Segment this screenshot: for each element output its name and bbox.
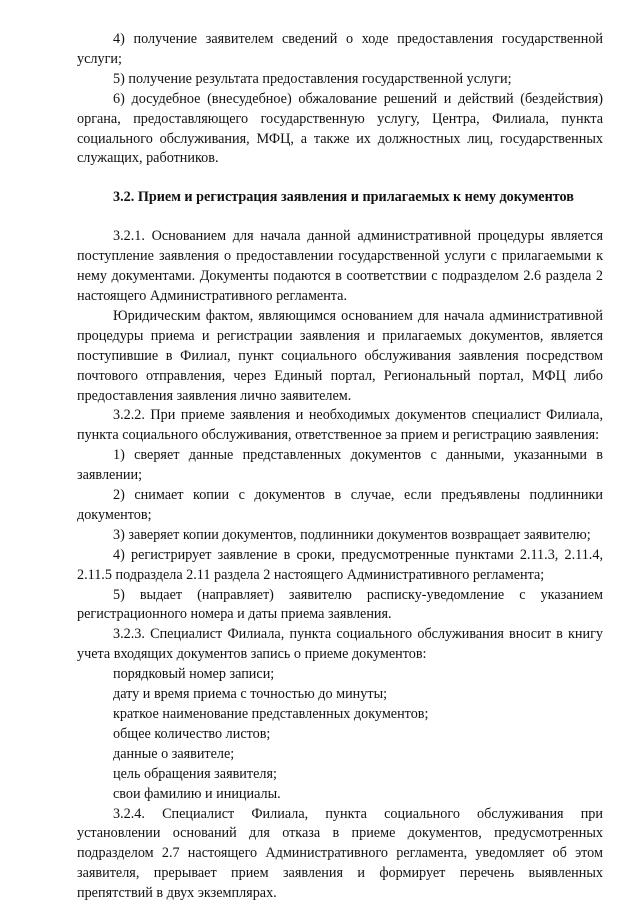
list-item: 6) досудебное (внесудебное) обжалование решений и действий (бездействия) органа, предоставляющего государственную услугу, Центра, Филиала, пункта социального обслуживания, МФЦ, а также их должностных лиц, государственных служащих, работников. [77,90,603,167]
list-item: 5) получение результата предоставления государственной услуги; [113,70,512,87]
list-item: 3) заверяет копии документов, подлинники документов возвращает заявителю; [113,526,591,543]
paragraph: 3.2.3. Специалист Филиала, пункта социального обслуживания вносит в книгу учета входящих документов запись о приеме документов: [77,626,603,663]
closing-paragraph: 3.2.4. Специалист Филиала, пункта социального обслуживания при установлении оснований для отказа в приеме документов, предусмотренных подразделом 2.7 настоящего Административного регламента, уведомляет об этом заявителя, прерывает прием заявления и формирует перечень выявленных препятствий в двух экземплярах. [77,805,603,902]
paragraph: 3.2.1. Основанием для начала данной административной процедуры является поступление заявления о предоставлении государственной услуги с прилагаемыми к нему документами. Документы подаются в соответствии с подразделом 2.6 раздела 2 настоящего Административного регламента. [77,228,603,304]
record-field-item: порядковый номер записи; [113,666,275,683]
list-item: 4) получение заявителем сведений о ходе предоставления государственной услуги; [77,31,603,67]
paragraph: 3.2.2. При приеме заявления и необходимых документов специалист Филиала, пункта социального обслуживания, ответственное за прием и регистрацию заявления: [77,407,603,444]
record-field-item: свои фамилию и инициалы. [113,785,281,802]
record-field-item: данные о заявителе; [113,745,235,762]
spacer [77,169,603,188]
document-page [77,30,603,904]
list-item: 5) выдает (направляет) заявителю расписку-уведомление с указанием регистрационного номера и даты приема заявления. [77,586,603,623]
record-field-item: краткое наименование представленных документов; [113,706,429,722]
paragraph: Юридическим фактом, являющимся основанием для начала административной процедуры приема и регистрации заявления и прилагаемых документов, является поступившие в Филиал, пункт социального обслуживания заявления посредством почтового отправления, через Единый портал, Региональный портал, МФЦ либо предоставления заявления лично заявителем. [77,307,603,404]
list-item: 1) сверяет данные представленных документов с данными, указанными в заявлении; [77,447,603,484]
spacer [77,208,603,227]
record-field-item: дату и время приема с точностью до минуты; [113,686,388,703]
record-field-item: цель обращения заявителя; [113,765,277,782]
section-heading: 3.2. Прием и регистрация заявления и прилагаемых к нему документов [113,189,574,206]
list-item: 2) снимает копии с документов в случае, если предъявлены подлинники документов; [77,487,603,523]
record-field-item: общее количество листов; [113,725,271,742]
list-item: 4) регистрирует заявление в сроки, предусмотренные пунктами 2.11.3, 2.11.4, 2.11.5 подраздела 2.11 раздела 2 настоящего Административного регламента; [77,546,603,583]
